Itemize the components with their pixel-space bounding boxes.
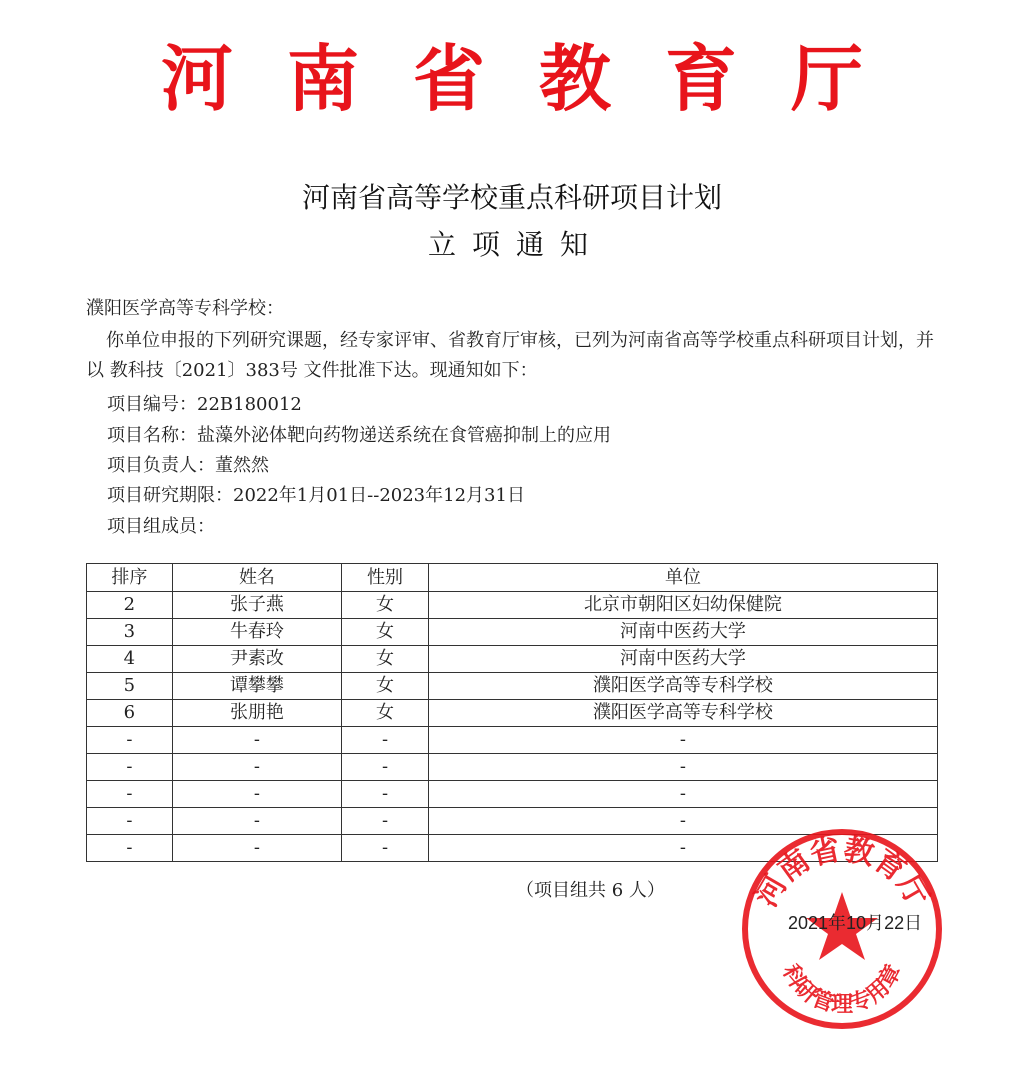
- cell-gender: 女: [342, 646, 429, 673]
- cell-gender: -: [342, 781, 429, 808]
- table-row: [87, 700, 938, 727]
- table-row: [87, 754, 938, 781]
- stamp-top-text: 河南省教育厅: [748, 832, 936, 913]
- cell-gender: 女: [342, 619, 429, 646]
- cell-name: -: [172, 781, 341, 808]
- cell-name: -: [172, 808, 341, 835]
- column-header-name: 姓名: [172, 564, 341, 592]
- stamp-bottom-text: 科研管理专用章: [777, 960, 907, 1018]
- cell-unit: -: [428, 727, 937, 754]
- cell-name: 谭攀攀: [172, 673, 341, 700]
- project-leader: 项目负责人：董然然: [107, 455, 269, 476]
- table-row: [87, 592, 938, 619]
- members-table: [86, 563, 938, 862]
- cell-unit: -: [428, 808, 937, 835]
- cell-unit: -: [428, 781, 937, 808]
- cell-rank: -: [87, 781, 173, 808]
- cell-gender: 女: [342, 700, 429, 727]
- cell-name: 张朋艳: [172, 700, 341, 727]
- members-label: 项目组成员：: [107, 516, 215, 537]
- cell-unit: 濮阳医学高等专科学校: [428, 673, 937, 700]
- cell-gender: -: [342, 754, 429, 781]
- cell-gender: -: [342, 727, 429, 754]
- document-title: 河南省高等学校重点科研项目计划: [301, 181, 722, 214]
- table-row: [87, 646, 938, 673]
- cell-rank: -: [87, 808, 173, 835]
- cell-name: -: [172, 727, 341, 754]
- cell-rank: 6: [87, 700, 173, 727]
- project-period: 项目研究期限：2022年1月01日--2023年12月31日: [107, 485, 525, 506]
- project-number: 项目编号：22B180012: [107, 394, 302, 415]
- header-char: 育: [664, 36, 737, 121]
- column-header-gender: 性别: [342, 564, 429, 592]
- cell-name: -: [172, 754, 341, 781]
- notice-paragraph: 你单位申报的下列研究课题，经专家评审、省教育厅审核，已列为河南省高等学校重点科研项目计划，并以 教科技〔2021〕383号 文件批准下达。现通知如下：: [86, 330, 934, 381]
- cell-unit: 河南中医药大学: [428, 619, 937, 646]
- cell-unit: 河南中医药大学: [428, 646, 937, 673]
- table-row: [87, 727, 938, 754]
- svg-text:科研管理专用章: [777, 960, 907, 1017]
- table-row: [87, 673, 938, 700]
- project-name: 项目名称：盐藻外泌体靶向药物递送系统在食管癌抑制上的应用: [107, 425, 611, 446]
- cell-rank: -: [87, 835, 173, 862]
- cell-name: -: [172, 835, 341, 862]
- table-row: [87, 781, 938, 808]
- cell-name: 张子燕: [172, 592, 341, 619]
- header-char: 教: [538, 36, 611, 121]
- header-char: 省: [412, 36, 485, 121]
- header-char: 河: [160, 36, 233, 121]
- cell-name: 尹素改: [172, 646, 341, 673]
- cell-gender: 女: [342, 592, 429, 619]
- document-subtitle: 立项通知: [427, 228, 604, 261]
- issue-date: 2021年10月22日: [788, 913, 923, 933]
- cell-unit: -: [428, 835, 937, 862]
- header-char: 厅: [790, 36, 863, 121]
- addressee: 濮阳医学高等专科学校：: [86, 298, 284, 319]
- cell-rank: 2: [87, 592, 173, 619]
- group-count: （项目组共 6 人）: [516, 880, 665, 901]
- cell-rank: 5: [87, 673, 173, 700]
- table-header-row: [87, 564, 938, 592]
- cell-unit: 北京市朝阳区妇幼保健院: [428, 592, 937, 619]
- cell-gender: -: [342, 808, 429, 835]
- table-row: [87, 619, 938, 646]
- cell-rank: 4: [87, 646, 173, 673]
- issuing-authority-header: [0, 34, 1024, 124]
- cell-rank: -: [87, 754, 173, 781]
- cell-gender: -: [342, 835, 429, 862]
- cell-unit: -: [428, 754, 937, 781]
- column-header-unit: 单位: [428, 564, 937, 592]
- cell-gender: 女: [342, 673, 429, 700]
- cell-rank: -: [87, 727, 173, 754]
- header-char: 南: [286, 36, 359, 121]
- column-header-rank: 排序: [87, 564, 173, 592]
- cell-name: 牛春玲: [172, 619, 341, 646]
- cell-unit: 濮阳医学高等专科学校: [428, 700, 937, 727]
- cell-rank: 3: [87, 619, 173, 646]
